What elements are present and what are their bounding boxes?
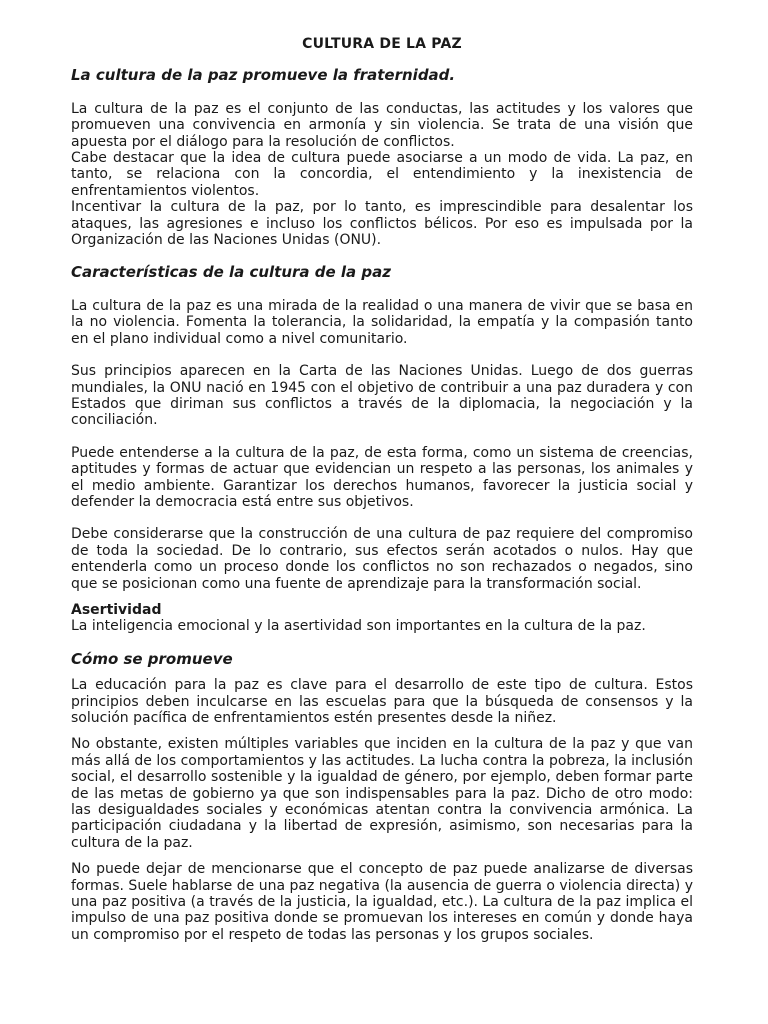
promotion-paragraph-2: No obstante, existen múltiples variables que inciden en la cultura de la paz y que van más allá de los comportamientos y las actitudes. La lucha contra la pobreza, la inclusión social, el desarrollo sostenible y la igualdad de género, por ejemplo, deben formar parte de las metas de gobierno ya que son indispensables para la paz. Dicho de otro modo: las desigualdades sociales y económicas atentan contra la convivencia armónica. La participación ciudadana y la libertad de expresión, asimismo, son necesarias para la cultura de la paz. [71, 736, 693, 851]
characteristics-heading: Características de la cultura de la paz [71, 263, 391, 282]
intro-paragraph-3: Incentivar la cultura de la paz, por lo tanto, es imprescindible para desalentar los ataques, las agresiones e incluso los conflictos bélicos. Por eso es impulsada por la Organización de las Naciones Unidas (ONU). [71, 199, 693, 249]
intro-paragraph-1: La cultura de la paz es el conjunto de las conductas, las actitudes y los valores que promueven una convivencia en armonía y sin violencia. Se trata de una visión que apuesta por el diálogo para la resolución de conflictos. [71, 100, 693, 150]
document-title: CULTURA DE LA PAZ [302, 36, 462, 52]
intro-paragraph-2: Cabe destacar que la idea de cultura puede asociarse a un modo de vida. La paz, en tanto, se relaciona con la concordia, el entendimiento y la inexistencia de enfrentamientos violentos. [71, 150, 693, 199]
assertiveness-heading: Asertividad [71, 601, 162, 618]
promotion-paragraph-1: La educación para la paz es clave para el desarrollo de este tipo de cultura. Estos principios deben inculcarse en las escuelas para que la búsqueda de consensos y la solución pacífica de enfrentamientos estén presentes desde la niñez. [71, 677, 693, 726]
characteristics-paragraph-1: La cultura de la paz es una mirada de la realidad o una manera de vivir que se basa en la no violencia. Fomenta la tolerancia, la solidaridad, la empatía y la compasión tanto en el plano individual como a nivel comunitario. [71, 297, 693, 347]
promotion-paragraph-3: No puede dejar de mencionarse que el concepto de paz puede analizarse de diversas formas. Suele hablarse de una paz negativa (la ausencia de guerra o violencia directa) y una paz positiva (a través de la justicia, la igualdad, etc.). La cultura de la paz implica el impulso de una paz positiva donde se promuevan los intereses en común y donde haya un compromiso por el respeto de todas las personas y los grupos sociales. [71, 861, 693, 943]
assertiveness-text: La inteligencia emocional y la asertividad son importantes en la cultura de la paz. [71, 618, 646, 635]
characteristics-paragraph-2: Sus principios aparecen en la Carta de las Naciones Unidas. Luego de dos guerras mundiales, la ONU nació en 1945 con el objetivo de contribuir a una paz duradera y con Estados que diriman sus conflictos a través de la diplomacia, la negociación y la conciliación. [71, 363, 693, 429]
document-subtitle: La cultura de la paz promueve la fraternidad. [71, 66, 456, 85]
characteristics-paragraph-3: Puede entenderse a la cultura de la paz, de esta forma, como un sistema de creencias, aptitudes y formas de actuar que evidencian un respeto a las personas, los animales y el medio ambiente. Garantizar los derechos humanos, favorecer la justicia social y defender la democracia está entre sus objetivos. [71, 444, 693, 510]
promotion-heading: Cómo se promueve [71, 649, 233, 668]
characteristics-paragraph-4: Debe considerarse que la construcción de una cultura de paz requiere del compromiso de toda la sociedad. De lo contrario, sus efectos serán acotados o nulos. Hay que entenderla como un proceso donde los conflictos no son rechazados o negados, sino que se posicionan como una fuente de aprendizaje para la transformación social. [71, 526, 693, 592]
document-page [71, 36, 693, 943]
